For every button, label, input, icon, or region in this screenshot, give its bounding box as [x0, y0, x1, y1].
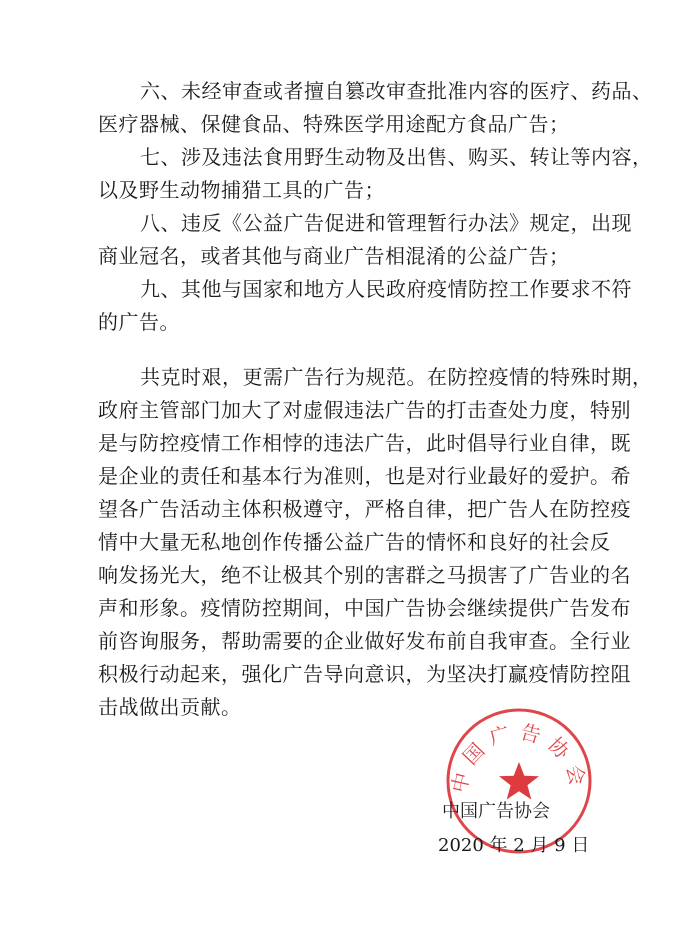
text-line: 声和形象。疫情防控期间，中国广告协会继续提供广告发布 — [98, 596, 631, 620]
text-line: 是与防控疫情工作相悖的违法广告，此时倡导行业自律，既 — [98, 431, 631, 455]
text-line: 七、涉及违法食用野生动物及出售、购买、转让等内容， — [140, 145, 653, 169]
text-line: 的广告。 — [98, 310, 180, 334]
text-line: 八、违反《公益广告促进和管理暂行办法》规定，出现 — [140, 211, 632, 235]
signature-org: 中国广告协会 — [442, 801, 550, 822]
text-line: 前咨询服务，帮助需要的企业做好发布前自我审查。全行业 — [98, 629, 631, 653]
text-line: 是企业的责任和基本行为准则，也是对行业最好的爱护。希 — [98, 464, 631, 488]
text-line: 医疗器械、保健食品、特殊医学用途配方食品广告； — [98, 112, 570, 136]
text-line: 积极行动起来，强化广告导向意识，为坚决打赢疫情防控阻 — [98, 662, 631, 686]
svg-text:中国广告协会: 中国广告协会 — [446, 719, 592, 796]
text-line: 九、其他与国家和地方人民政府疫情防控工作要求不符 — [140, 277, 632, 301]
text-line: 六、未经审查或者擅自篡改审查批准内容的医疗、药品、 — [140, 79, 653, 103]
text-line: 响发扬光大，绝不让极其个别的害群之马损害了广告业的名 — [98, 563, 631, 587]
text-line: 政府主管部门加大了对虚假违法广告的打击查处力度，特别 — [98, 398, 631, 422]
text-line: 情中大量无私地创作传播公益广告的情怀和良好的社会反 — [98, 530, 611, 554]
text-line: 以及野生动物捕猎工具的广告； — [98, 178, 385, 202]
text-line: 共克时艰，更需广告行为规范。在防控疫情的特殊时期， — [140, 365, 653, 389]
signature-date: 2020 年 2 月 9 日 — [438, 835, 590, 856]
text-line: 望各广告活动主体积极遵守，严格自律，把广告人在防控疫 — [98, 497, 631, 521]
star-icon — [499, 762, 539, 800]
text-line: 击战做出贡献。 — [98, 695, 242, 719]
text-line: 商业冠名，或者其他与商业广告相混淆的公益广告； — [98, 244, 570, 268]
